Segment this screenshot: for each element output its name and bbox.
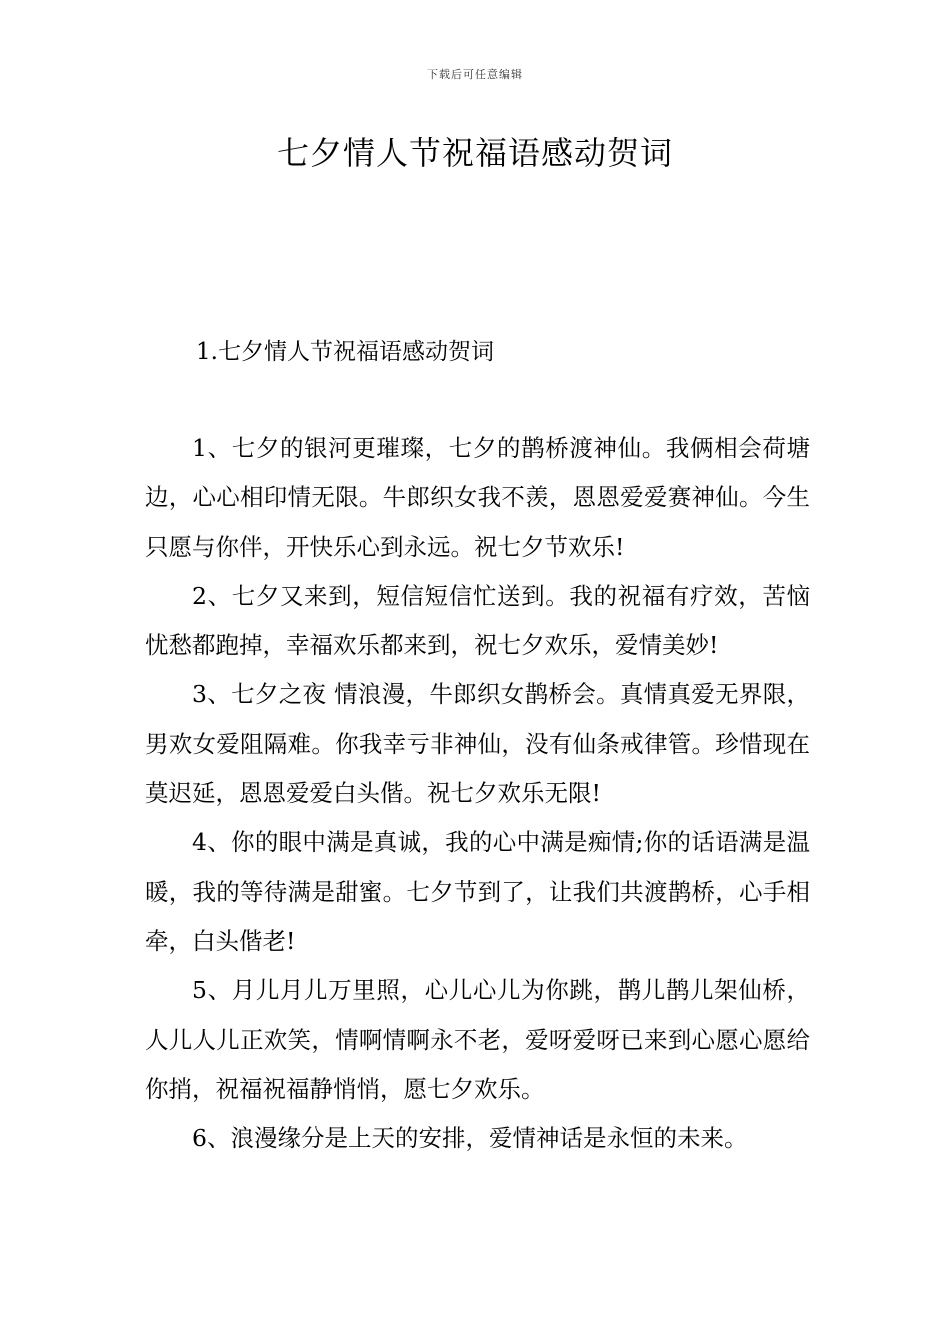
section-heading: 1.七夕情人节祝福语感动贺词 <box>196 339 494 365</box>
paragraph-5: 5、月儿月儿万里照，心儿心儿为你跳，鹊儿鹊儿架仙桥，人儿人儿正欢笑，情啊情啊永不老，爱呀爱呀已来到心愿心愿给你捎，祝福祝福静悄悄，愿七夕欢乐。 <box>145 976 810 1103</box>
paragraph-2: 2、七夕又来到，短信短信忙送到。我的祝福有疗效，苦恼忧愁都跑掉，幸福欢乐都来到，祝七夕欢乐，爱情美妙! <box>145 581 810 660</box>
document-title: 七夕情人节祝福语感动贺词 <box>276 134 673 172</box>
paragraph-6: 6、浪漫缘分是上天的安排，爱情神话是永恒的未来。 <box>192 1124 748 1153</box>
paragraph-1: 1、七夕的银河更璀璨，七夕的鹊桥渡神仙。我俩相会荷塘边，心心相印情无限。牛郎织女我不羡，恩恩爱爱赛神仙。今生只愿与你伴，开快乐心到永远。祝七夕节欢乐! <box>145 434 810 561</box>
paragraph-4: 4、你的眼中满是真诚，我的心中满是痴情;你的话语满是温暖，我的等待满是甜蜜。七夕节到了，让我们共渡鹊桥，心手相牵，白头偕老! <box>145 828 810 955</box>
document-body <box>145 424 810 1163</box>
header-note: 下载后可任意编辑 <box>427 68 523 81</box>
paragraph-3: 3、七夕之夜 情浪漫，牛郎织女鹊桥会。真情真爱无界限，男欢女爱阻隔难。你我幸亏非神仙，没有仙条戒律管。珍惜现在莫迟延，恩恩爱爱白头偕。祝七夕欢乐无限! <box>145 680 810 808</box>
